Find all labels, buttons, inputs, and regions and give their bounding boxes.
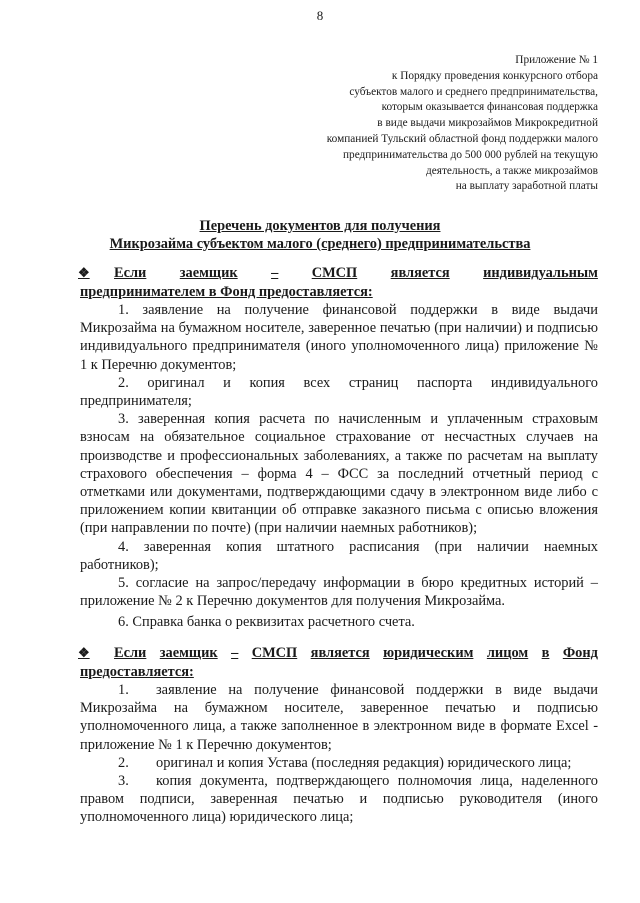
heading-word: –	[231, 645, 239, 661]
appendix-line: Приложение № 1	[515, 54, 598, 66]
heading-word: СМСП	[311, 265, 358, 281]
section-heading	[80, 644, 598, 681]
title-line-1: Перечень документов для получения	[199, 218, 441, 234]
list-item	[80, 772, 598, 827]
item-text: оригинал и копия Устава (последняя редакция) юридического лица;	[156, 754, 572, 771]
appendix-line: в виде выдачи микрозаймов Микрокредитной	[377, 117, 598, 130]
item-number: 1.	[118, 682, 129, 698]
list-item: 2. оригинал и копия всех страниц паспорта индивидуального предпринимателя;	[80, 374, 598, 410]
appendix-line: деятельность, а также микрозаймов	[426, 164, 598, 177]
appendix-line: компанией Тульский областной фонд поддержки малого	[326, 132, 598, 145]
title-line-2: Микрозайма субъектом малого (среднего) предпринимательства	[109, 236, 531, 252]
list-item	[80, 754, 598, 772]
list-item: 5. согласие на запрос/передачу информации в бюро кредитных историй – приложение № 2 к Перечню документов для получения Микрозайма.	[80, 575, 598, 610]
heading-word: заемщик	[159, 645, 218, 661]
appendix-line: которым оказывается финансовая поддержка	[381, 101, 598, 114]
section-heading	[80, 264, 598, 301]
diamond-bullet-icon: ❖	[78, 265, 90, 280]
appendix-line: предпринимательства до 500 000 рублей на текущую	[343, 148, 598, 161]
item-text: заявление на получение финансовой поддержки в виде выдачи Микрозайма на бумажном носителе, заверенное печатью и подписью уполномоченного лица, а также заполненное в электронном виде в формате Excel - приложение № 1 к Перечню документов;	[80, 682, 598, 753]
heading-word: индивидуальным	[483, 265, 598, 281]
list-item: 4. заверенная копия штатного расписания (при наличии наемных работников);	[80, 538, 598, 573]
list-item: 3. заверенная копия расчета по начисленным и уплаченным страховым взносам на обязательное социальное страхование от несчастных случаев на производстве и профессиональных заболеваниях, а также по расчетам на выплату страхового обеспечения – форма 4 – ФСС за последний отчетный период с отметками или документами, подтверждающими сдачу в электронном виде либо с приложением копии квитанции об отправке заказного письма с описью вложения (при направлении по почте) (при наличии наемных работников);	[80, 411, 598, 537]
appendix-line: к Порядку проведения конкурсного отбора	[391, 69, 598, 82]
heading-word: заемщик	[179, 265, 238, 281]
appendix-line: субъектов малого и среднего предпринимательства,	[349, 85, 598, 98]
heading-word: –	[271, 265, 279, 281]
item-number: 2.	[118, 754, 129, 771]
heading-continuation: предоставляется:	[80, 663, 194, 680]
heading-continuation: предпринимателем в Фонд предоставляется:	[80, 283, 373, 300]
page-number: 8	[316, 8, 324, 23]
list-item	[80, 681, 598, 754]
heading-word: Если	[114, 645, 147, 661]
heading-word: Фонд	[562, 645, 598, 661]
heading-word: Если	[114, 265, 147, 281]
list-item: 1. заявление на получение финансовой поддержки в виде выдачи Микрозайма на бумажном носителе, заверенное печатью (при наличии) и подписью индивидуального предпринимателя (иного уполномоченного лица) приложение № 1 к Перечню документов;	[80, 302, 598, 373]
heading-word: юридическим	[383, 645, 474, 661]
heading-word: СМСП	[251, 645, 298, 661]
heading-word: лицом	[486, 645, 529, 661]
document-title	[0, 217, 640, 253]
heading-word: в	[541, 645, 550, 661]
section-individual-entrepreneur	[80, 264, 598, 632]
appendix-header	[258, 53, 598, 195]
item-number: 3.	[118, 773, 129, 790]
item-text: копия документа, подтверждающего полномочия лица, наделенного правом подписи, заверенная печатью и подписью руководителя (иного уполномоченного лица) юридического лица;	[80, 773, 598, 826]
appendix-line: на выплату заработной платы	[455, 180, 598, 193]
diamond-bullet-icon: ❖	[78, 645, 90, 660]
heading-word: является	[310, 645, 370, 661]
section-legal-entity	[80, 644, 598, 827]
list-item: 6. Справка банка о реквизитах расчетного счета.	[118, 614, 415, 631]
heading-word: является	[390, 265, 450, 281]
